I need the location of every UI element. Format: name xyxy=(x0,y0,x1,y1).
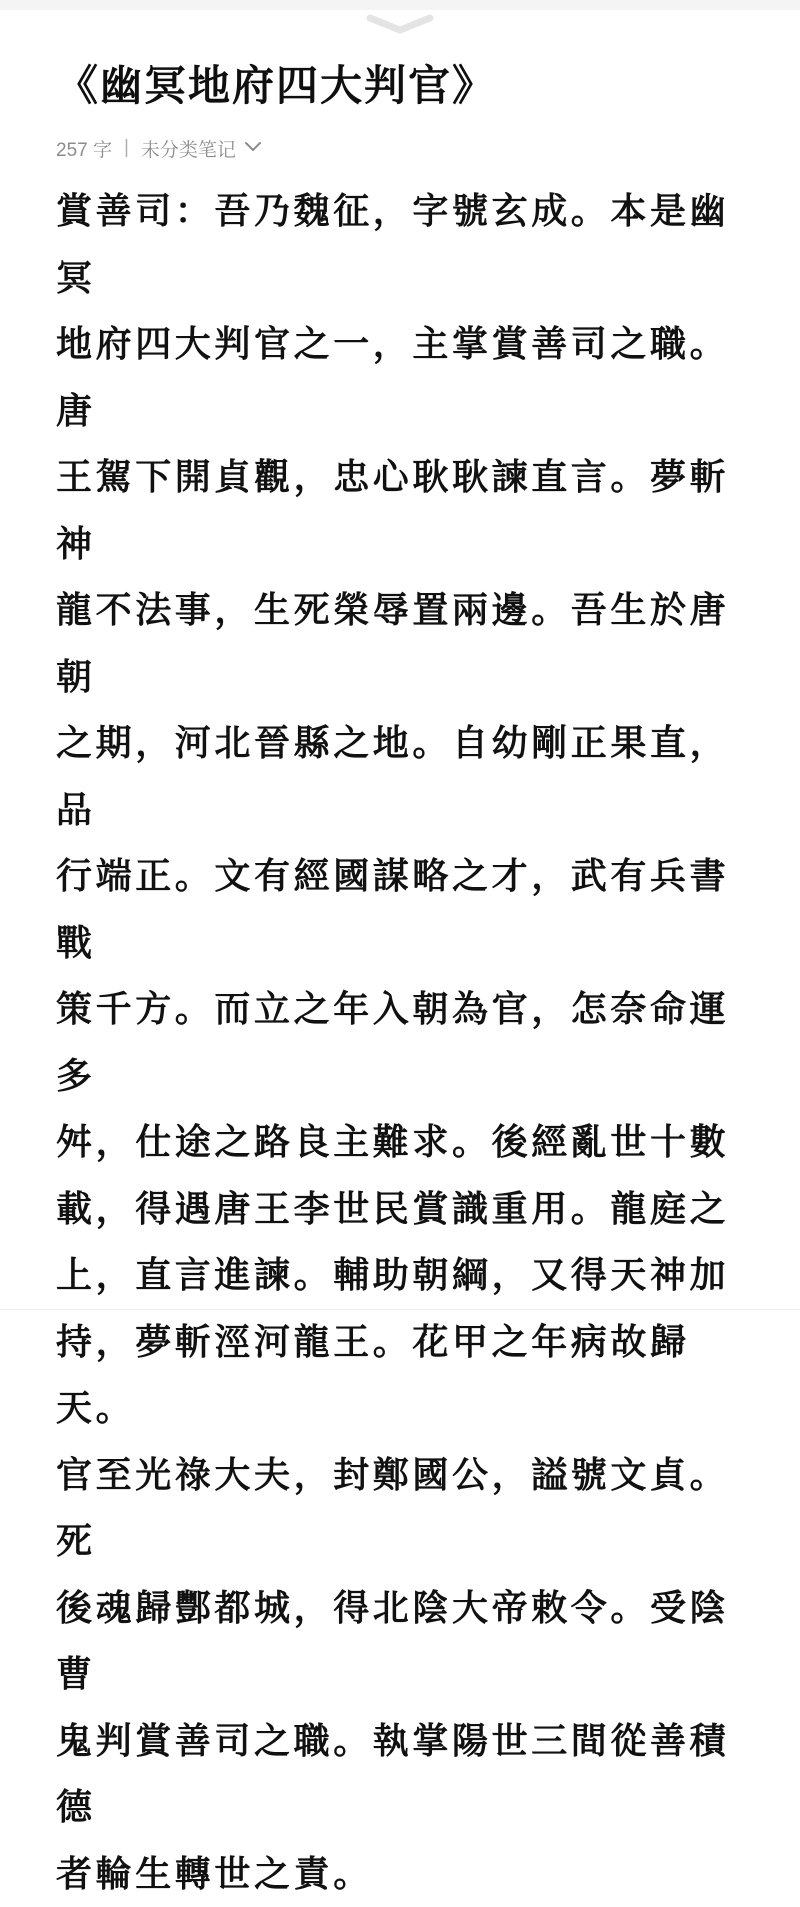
chevron-down-icon xyxy=(244,141,262,153)
meta-separator: | xyxy=(123,137,129,158)
word-count: 257 字 xyxy=(56,139,112,161)
category-selector[interactable] xyxy=(141,135,262,162)
top-status-strip xyxy=(0,0,800,10)
collapse-handle-icon[interactable] xyxy=(364,10,436,36)
note-title: 《幽冥地府四大判官》 xyxy=(56,61,497,110)
category-label: 未分类笔记 xyxy=(140,139,236,161)
note-body-text[interactable]: 賞善司：吾乃魏征，字號玄成。本是幽冥 地府四大判官之一，主掌賞善司之職。唐 王駕下開貞觀，忠心耿耿諫直言。夢斬神 龍不法事，生死榮辱置兩邊。吾生於唐朝 之期，河北晉縣之地。自幼剛正果直，品 行端正。文有經國謀略之才，武有兵書戰 策千方。而立之年入朝為官，怎奈命運多 舛，仕途之路良主難求。後經亂世十數 載，得遇唐王李世民賞識重用。龍庭之 上，直言進諫。輔助朝綱，又得天神加 持，夢斬涇河龍王。花甲之年病故歸天。 官至光祿大夫，封鄭國公，謚號文貞。死 後魂歸酆都城，得北陰大帝敕令。受陰曹 鬼判賞善司之職。執掌陽世三間從善積德 者輪生轉世之責。 xyxy=(56,190,730,1895)
note-meta-row xyxy=(56,134,262,162)
